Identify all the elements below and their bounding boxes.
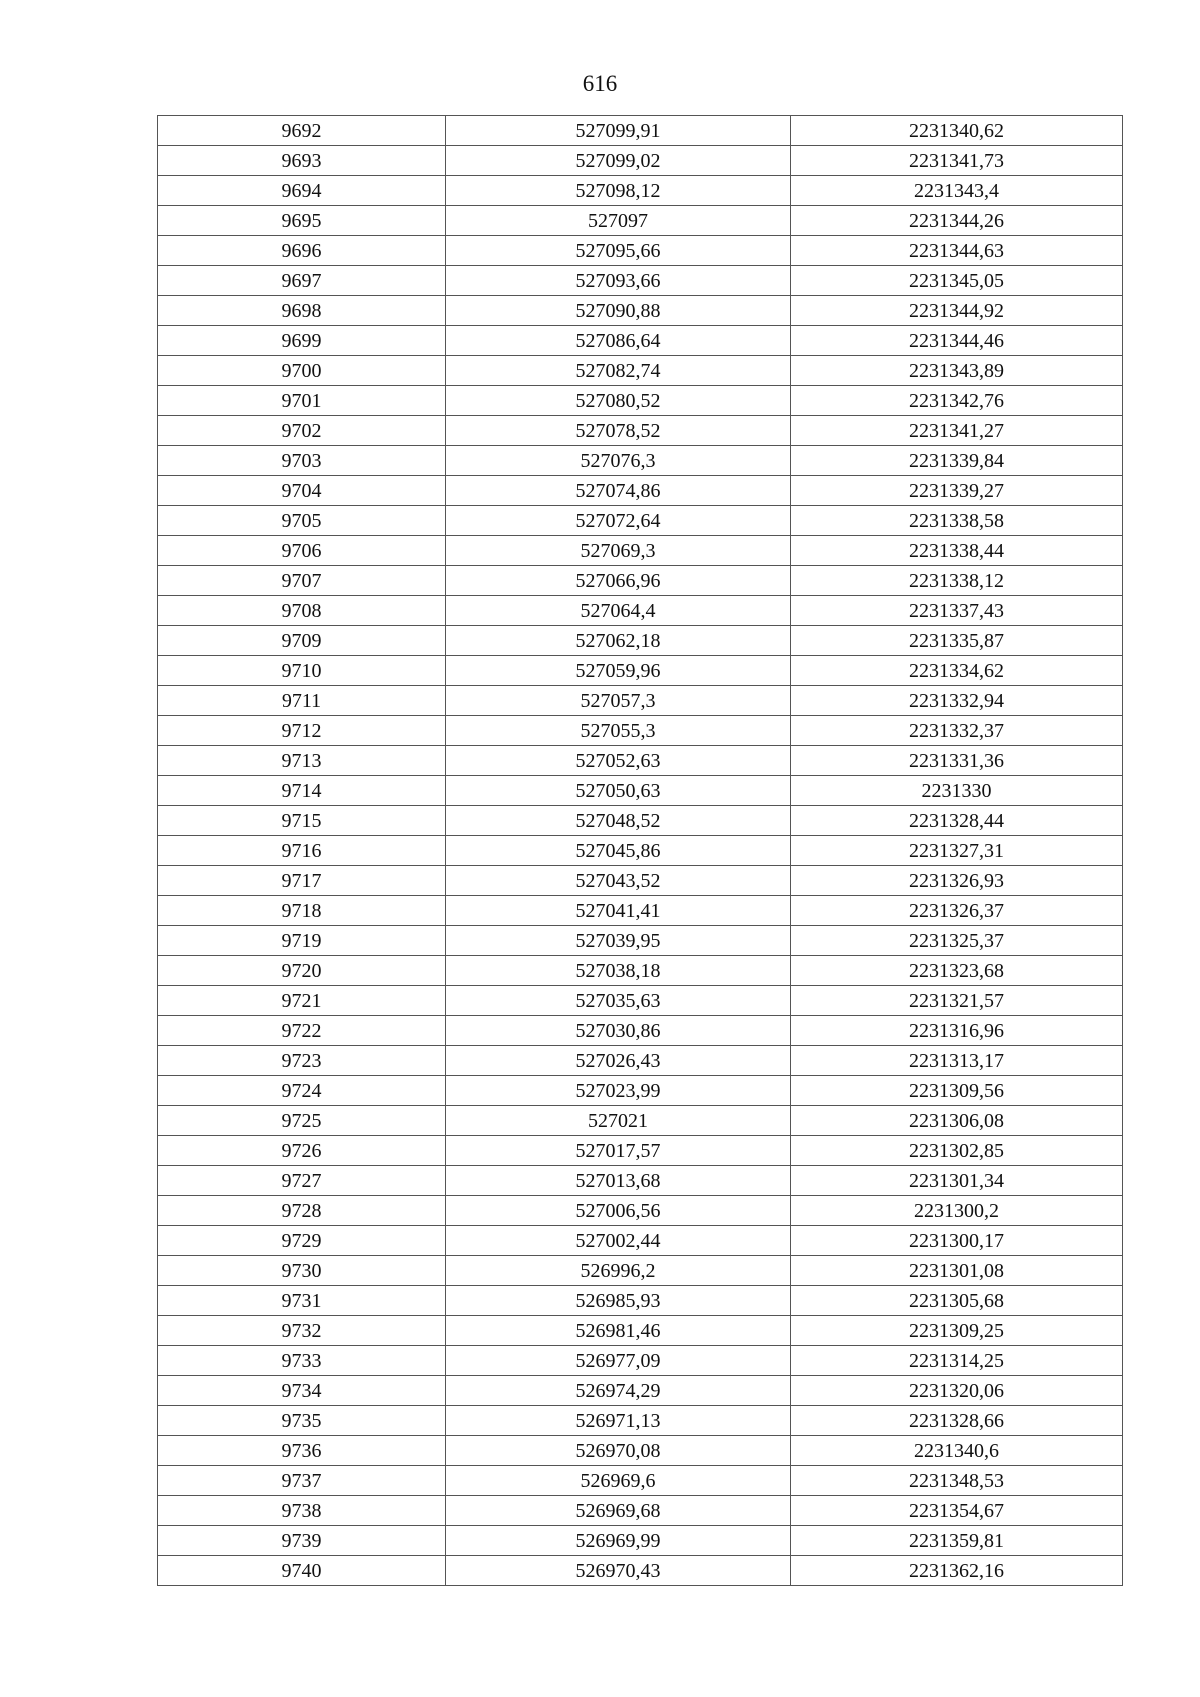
y-coordinate-cell: 2231340,6: [791, 1436, 1123, 1466]
point-number-cell: 9703: [158, 446, 446, 476]
table-row: [158, 956, 1123, 986]
table-row: [158, 596, 1123, 626]
point-number-cell: 9736: [158, 1436, 446, 1466]
y-coordinate-cell: 2231328,66: [791, 1406, 1123, 1436]
x-coordinate-cell: 527090,88: [446, 296, 791, 326]
table-row: [158, 236, 1123, 266]
table-row: [158, 626, 1123, 656]
point-number-cell: 9716: [158, 836, 446, 866]
y-coordinate-cell: 2231332,37: [791, 716, 1123, 746]
x-coordinate-cell: 527086,64: [446, 326, 791, 356]
x-coordinate-cell: 527066,96: [446, 566, 791, 596]
point-number-cell: 9717: [158, 866, 446, 896]
y-coordinate-cell: 2231306,08: [791, 1106, 1123, 1136]
table-row: [158, 476, 1123, 506]
point-number-cell: 9738: [158, 1496, 446, 1526]
table-row: [158, 716, 1123, 746]
y-coordinate-cell: 2231340,62: [791, 116, 1123, 146]
y-coordinate-cell: 2231313,17: [791, 1046, 1123, 1076]
point-number-cell: 9696: [158, 236, 446, 266]
point-number-cell: 9707: [158, 566, 446, 596]
y-coordinate-cell: 2231335,87: [791, 626, 1123, 656]
y-coordinate-cell: 2231343,4: [791, 176, 1123, 206]
point-number-cell: 9727: [158, 1166, 446, 1196]
x-coordinate-cell: 526974,29: [446, 1376, 791, 1406]
point-number-cell: 9713: [158, 746, 446, 776]
table-row: [158, 326, 1123, 356]
table-row: [158, 536, 1123, 566]
point-number-cell: 9697: [158, 266, 446, 296]
x-coordinate-cell: 527048,52: [446, 806, 791, 836]
x-coordinate-cell: 527097: [446, 206, 791, 236]
point-number-cell: 9735: [158, 1406, 446, 1436]
y-coordinate-cell: 2231345,05: [791, 266, 1123, 296]
table-row: [158, 836, 1123, 866]
y-coordinate-cell: 2231300,2: [791, 1196, 1123, 1226]
point-number-cell: 9720: [158, 956, 446, 986]
y-coordinate-cell: 2231341,73: [791, 146, 1123, 176]
x-coordinate-cell: 526977,09: [446, 1346, 791, 1376]
y-coordinate-cell: 2231316,96: [791, 1016, 1123, 1046]
x-coordinate-cell: 527026,43: [446, 1046, 791, 1076]
x-coordinate-cell: 527099,91: [446, 116, 791, 146]
table-row: [158, 1256, 1123, 1286]
table-row: [158, 1346, 1123, 1376]
x-coordinate-cell: 527039,95: [446, 926, 791, 956]
table-row: [158, 1406, 1123, 1436]
x-coordinate-cell: 527041,41: [446, 896, 791, 926]
x-coordinate-cell: 527080,52: [446, 386, 791, 416]
point-number-cell: 9740: [158, 1556, 446, 1586]
x-coordinate-cell: 526971,13: [446, 1406, 791, 1436]
y-coordinate-cell: 2231314,25: [791, 1346, 1123, 1376]
x-coordinate-cell: 527017,57: [446, 1136, 791, 1166]
point-number-cell: 9731: [158, 1286, 446, 1316]
table-row: [158, 1316, 1123, 1346]
y-coordinate-cell: 2231343,89: [791, 356, 1123, 386]
y-coordinate-cell: 2231341,27: [791, 416, 1123, 446]
x-coordinate-cell: 527006,56: [446, 1196, 791, 1226]
y-coordinate-cell: 2231326,37: [791, 896, 1123, 926]
table-row: [158, 866, 1123, 896]
point-number-cell: 9739: [158, 1526, 446, 1556]
table-row: [158, 416, 1123, 446]
x-coordinate-cell: 527072,64: [446, 506, 791, 536]
point-number-cell: 9724: [158, 1076, 446, 1106]
point-number-cell: 9719: [158, 926, 446, 956]
table-row: [158, 1376, 1123, 1406]
x-coordinate-cell: 526981,46: [446, 1316, 791, 1346]
y-coordinate-cell: 2231321,57: [791, 986, 1123, 1016]
y-coordinate-cell: 2231305,68: [791, 1286, 1123, 1316]
x-coordinate-cell: 527082,74: [446, 356, 791, 386]
y-coordinate-cell: 2231309,56: [791, 1076, 1123, 1106]
y-coordinate-cell: 2231344,63: [791, 236, 1123, 266]
x-coordinate-cell: 527099,02: [446, 146, 791, 176]
point-number-cell: 9693: [158, 146, 446, 176]
table-row: [158, 356, 1123, 386]
x-coordinate-cell: 527074,86: [446, 476, 791, 506]
x-coordinate-cell: 527052,63: [446, 746, 791, 776]
y-coordinate-cell: 2231344,46: [791, 326, 1123, 356]
x-coordinate-cell: 527069,3: [446, 536, 791, 566]
point-number-cell: 9692: [158, 116, 446, 146]
table-row: [158, 1226, 1123, 1256]
y-coordinate-cell: 2231309,25: [791, 1316, 1123, 1346]
point-number-cell: 9737: [158, 1466, 446, 1496]
table-row: [158, 1286, 1123, 1316]
y-coordinate-cell: 2231338,58: [791, 506, 1123, 536]
point-number-cell: 9694: [158, 176, 446, 206]
point-number-cell: 9706: [158, 536, 446, 566]
x-coordinate-cell: 527059,96: [446, 656, 791, 686]
point-number-cell: 9734: [158, 1376, 446, 1406]
table-row: [158, 746, 1123, 776]
point-number-cell: 9704: [158, 476, 446, 506]
table-row: [158, 926, 1123, 956]
point-number-cell: 9698: [158, 296, 446, 326]
point-number-cell: 9711: [158, 686, 446, 716]
point-number-cell: 9715: [158, 806, 446, 836]
point-number-cell: 9699: [158, 326, 446, 356]
x-coordinate-cell: 527038,18: [446, 956, 791, 986]
y-coordinate-cell: 2231338,12: [791, 566, 1123, 596]
coordinates-table: [157, 115, 1123, 1586]
table-row: [158, 506, 1123, 536]
y-coordinate-cell: 2231338,44: [791, 536, 1123, 566]
point-number-cell: 9730: [158, 1256, 446, 1286]
x-coordinate-cell: 526969,68: [446, 1496, 791, 1526]
y-coordinate-cell: 2231326,93: [791, 866, 1123, 896]
x-coordinate-cell: 526996,2: [446, 1256, 791, 1286]
table-row: [158, 146, 1123, 176]
x-coordinate-cell: 527002,44: [446, 1226, 791, 1256]
x-coordinate-cell: 526985,93: [446, 1286, 791, 1316]
table-row: [158, 176, 1123, 206]
y-coordinate-cell: 2231328,44: [791, 806, 1123, 836]
x-coordinate-cell: 527055,3: [446, 716, 791, 746]
y-coordinate-cell: 2231301,34: [791, 1166, 1123, 1196]
x-coordinate-cell: 527076,3: [446, 446, 791, 476]
x-coordinate-cell: 527013,68: [446, 1166, 791, 1196]
table-row: [158, 1436, 1123, 1466]
table-row: [158, 566, 1123, 596]
table-row: [158, 1016, 1123, 1046]
table-row: [158, 1466, 1123, 1496]
point-number-cell: 9709: [158, 626, 446, 656]
x-coordinate-cell: 527057,3: [446, 686, 791, 716]
y-coordinate-cell: 2231339,27: [791, 476, 1123, 506]
table-row: [158, 806, 1123, 836]
table-row: [158, 1526, 1123, 1556]
y-coordinate-cell: 2231325,37: [791, 926, 1123, 956]
y-coordinate-cell: 2231300,17: [791, 1226, 1123, 1256]
x-coordinate-cell: 527062,18: [446, 626, 791, 656]
point-number-cell: 9712: [158, 716, 446, 746]
x-coordinate-cell: 527050,63: [446, 776, 791, 806]
y-coordinate-cell: 2231331,36: [791, 746, 1123, 776]
table-row: [158, 446, 1123, 476]
y-coordinate-cell: 2231342,76: [791, 386, 1123, 416]
x-coordinate-cell: 526970,43: [446, 1556, 791, 1586]
y-coordinate-cell: 2231323,68: [791, 956, 1123, 986]
x-coordinate-cell: 527064,4: [446, 596, 791, 626]
point-number-cell: 9718: [158, 896, 446, 926]
point-number-cell: 9726: [158, 1136, 446, 1166]
point-number-cell: 9701: [158, 386, 446, 416]
point-number-cell: 9722: [158, 1016, 446, 1046]
x-coordinate-cell: 527035,63: [446, 986, 791, 1016]
y-coordinate-cell: 2231330: [791, 776, 1123, 806]
table-row: [158, 116, 1123, 146]
x-coordinate-cell: 526969,6: [446, 1466, 791, 1496]
table-row: [158, 206, 1123, 236]
y-coordinate-cell: 2231344,26: [791, 206, 1123, 236]
y-coordinate-cell: 2231327,31: [791, 836, 1123, 866]
point-number-cell: 9725: [158, 1106, 446, 1136]
x-coordinate-cell: 526970,08: [446, 1436, 791, 1466]
x-coordinate-cell: 527030,86: [446, 1016, 791, 1046]
table-row: [158, 1556, 1123, 1586]
table-row: [158, 1166, 1123, 1196]
y-coordinate-cell: 2231334,62: [791, 656, 1123, 686]
x-coordinate-cell: 527098,12: [446, 176, 791, 206]
point-number-cell: 9733: [158, 1346, 446, 1376]
x-coordinate-cell: 526969,99: [446, 1526, 791, 1556]
table-row: [158, 1196, 1123, 1226]
point-number-cell: 9702: [158, 416, 446, 446]
y-coordinate-cell: 2231344,92: [791, 296, 1123, 326]
table-row: [158, 1046, 1123, 1076]
point-number-cell: 9723: [158, 1046, 446, 1076]
point-number-cell: 9708: [158, 596, 446, 626]
x-coordinate-cell: 527021: [446, 1106, 791, 1136]
y-coordinate-cell: 2231337,43: [791, 596, 1123, 626]
table-row: [158, 386, 1123, 416]
x-coordinate-cell: 527043,52: [446, 866, 791, 896]
x-coordinate-cell: 527045,86: [446, 836, 791, 866]
page-number: 616: [582, 71, 618, 96]
table-row: [158, 686, 1123, 716]
point-number-cell: 9732: [158, 1316, 446, 1346]
table-row: [158, 296, 1123, 326]
coordinates-table-body: [158, 116, 1123, 1586]
y-coordinate-cell: 2231301,08: [791, 1256, 1123, 1286]
y-coordinate-cell: 2231332,94: [791, 686, 1123, 716]
point-number-cell: 9714: [158, 776, 446, 806]
x-coordinate-cell: 527093,66: [446, 266, 791, 296]
y-coordinate-cell: 2231359,81: [791, 1526, 1123, 1556]
table-row: [158, 776, 1123, 806]
table-row: [158, 1076, 1123, 1106]
table-row: [158, 1136, 1123, 1166]
x-coordinate-cell: 527095,66: [446, 236, 791, 266]
point-number-cell: 9728: [158, 1196, 446, 1226]
table-row: [158, 986, 1123, 1016]
y-coordinate-cell: 2231339,84: [791, 446, 1123, 476]
y-coordinate-cell: 2231348,53: [791, 1466, 1123, 1496]
point-number-cell: 9700: [158, 356, 446, 386]
x-coordinate-cell: 527078,52: [446, 416, 791, 446]
point-number-cell: 9695: [158, 206, 446, 236]
y-coordinate-cell: 2231320,06: [791, 1376, 1123, 1406]
y-coordinate-cell: 2231354,67: [791, 1496, 1123, 1526]
x-coordinate-cell: 527023,99: [446, 1076, 791, 1106]
table-row: [158, 266, 1123, 296]
table-row: [158, 1106, 1123, 1136]
table-row: [158, 656, 1123, 686]
y-coordinate-cell: 2231362,16: [791, 1556, 1123, 1586]
point-number-cell: 9729: [158, 1226, 446, 1256]
table-row: [158, 1496, 1123, 1526]
y-coordinate-cell: 2231302,85: [791, 1136, 1123, 1166]
point-number-cell: 9721: [158, 986, 446, 1016]
point-number-cell: 9710: [158, 656, 446, 686]
point-number-cell: 9705: [158, 506, 446, 536]
table-row: [158, 896, 1123, 926]
